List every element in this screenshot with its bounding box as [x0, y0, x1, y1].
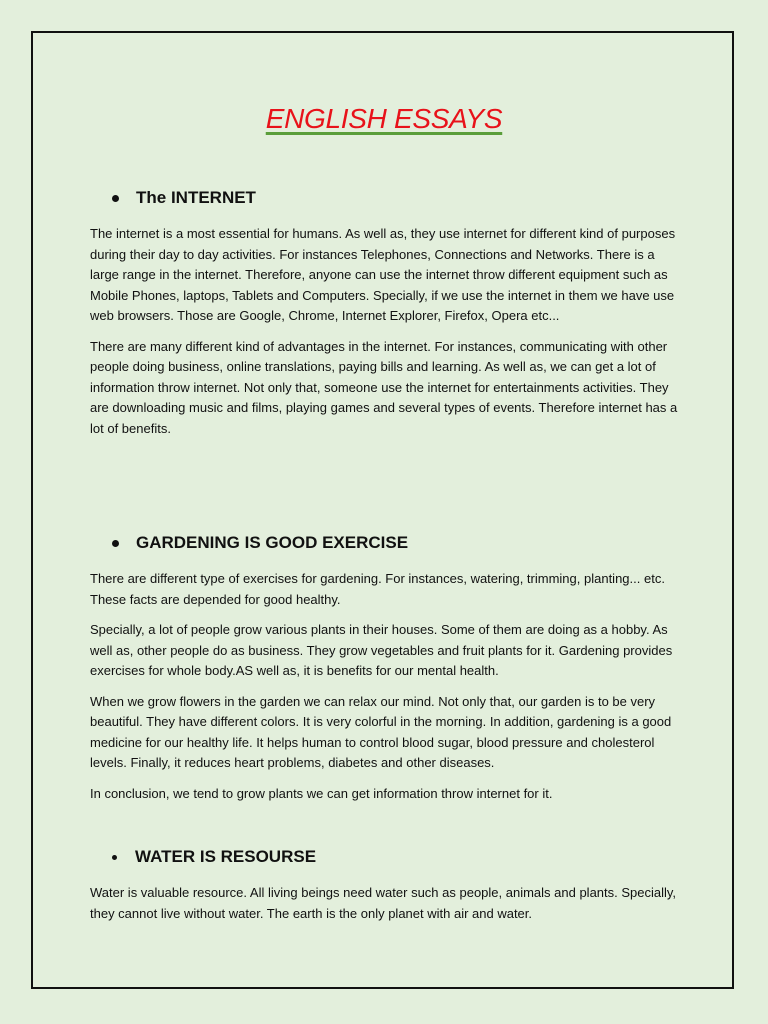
section-heading	[112, 531, 680, 555]
section-heading	[112, 845, 680, 869]
section-heading-text: The INTERNET	[136, 188, 256, 207]
section-internet	[90, 186, 680, 449]
document-title-text: ENGLISH ESSAYS	[265, 103, 503, 134]
paragraph: Specially, a lot of people grow various plants in their houses. Some of them are doing as a hobby. As well as, other people do as business. They grow vegetables and fruit plants for it. Gardening provides exercises for whole body.AS well as, it is benefits for our mental health.	[90, 622, 673, 678]
section-heading-text: WATER IS RESOURSE	[135, 847, 317, 866]
section-heading-text: GARDENING IS GOOD EXERCISE	[136, 533, 409, 552]
bullet-icon	[112, 540, 119, 547]
paragraph: In conclusion, we tend to grow plants we can get information throw internet for it.	[90, 785, 553, 801]
bullet-icon	[112, 195, 119, 202]
document-title	[0, 99, 768, 136]
paragraph: Water is valuable resource. All living beings need water such as people, animals and plants. Specially, they cannot live without water. The earth is the only planet with air and water.	[90, 885, 677, 921]
paragraph: There are different type of exercises for gardening. For instances, watering, trimming, planting... etc. These facts are depended for good healthy.	[90, 571, 665, 607]
section-gardening	[90, 531, 680, 814]
paragraph: The internet is a most essential for humans. As well as, they use internet for different kind of purposes during their day to day activities. For instances Telephones, Connections and Networks. There is a large range in the internet. Therefore, anyone can use the internet throw different equipment such as Mobile Phones, laptops, Tablets and Computers. Specially, if we use the internet in them we have use web browsers. Those are Google, Chrome, Internet Explorer, Firefox, Opera etc...	[90, 226, 676, 323]
bullet-icon	[112, 855, 117, 860]
section-heading	[112, 186, 680, 210]
paragraph: There are many different kind of advantages in the internet. For instances, communicating with other people doing business, online translations, paying bills and learning. As well as, we can get a lot of information throw internet. Not only that, someone use the internet for entertainments activities. They are downloading music and films, playing games and several types of events. Therefore internet has a lot of benefits.	[90, 338, 678, 436]
section-water	[90, 845, 680, 934]
paragraph: When we grow flowers in the garden we can relax our mind. Not only that, our garden is to be very beautiful. They have different colors. It is very colorful in the morning. In addition, gardening is a good medicine for our healthy life. It helps human to control blood sugar, blood pressure and cholesterol levels. Finally, it reduces heart problems, diabetes and other diseases.	[90, 693, 672, 770]
